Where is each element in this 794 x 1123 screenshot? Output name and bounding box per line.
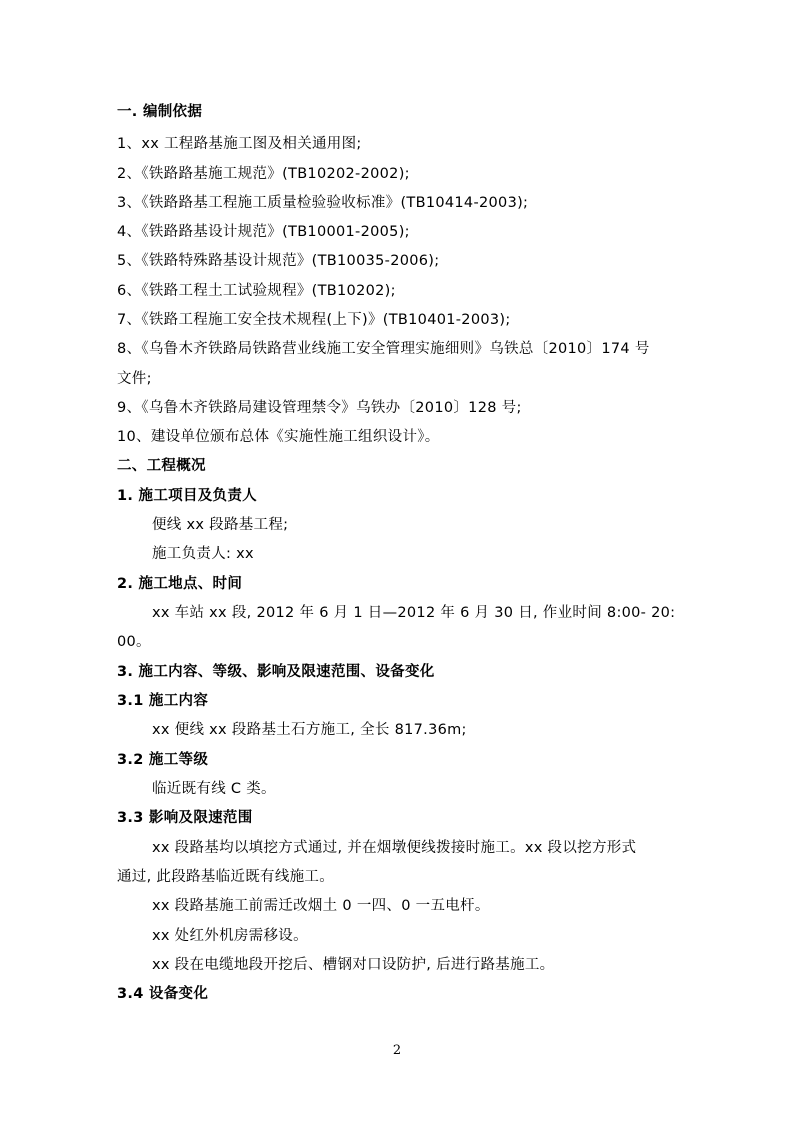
- project-name: 便线 xx 段路基工程;: [152, 517, 289, 533]
- impact-text-2: xx 段路基施工前需迁改烟土 0 一四、0 一五电杆。: [152, 898, 490, 914]
- basis-item-8-continued: 文件;: [117, 371, 152, 387]
- impact-text-4: xx 段在电缆地段开挖后、槽钢对口设防护, 后进行路基施工。: [152, 957, 555, 973]
- impact-text-1: xx 段路基均以填挖方式通过, 并在烟墩便线拨接时施工。xx 段以挖方形式: [152, 840, 637, 856]
- subheading-3-1: 3.1 施工内容: [117, 693, 209, 709]
- impact-text-1-continued: 通过, 此段路基临近既有线施工。: [117, 869, 335, 885]
- impact-text-3: xx 处红外机房需移设。: [152, 928, 308, 944]
- basis-item-8: 8、《乌鲁木齐铁路局铁路营业线施工安全管理实施细则》乌铁总〔2010〕174 号: [117, 341, 650, 357]
- section-heading-basis: 一. 编制依据: [117, 104, 203, 120]
- section-heading-overview: 二、工程概况: [117, 458, 206, 474]
- basis-item-9: 9、《乌鲁木齐铁路局建设管理禁令》乌铁办〔2010〕128 号;: [117, 400, 522, 416]
- subheading-3-3: 3.3 影响及限速范围: [117, 810, 253, 826]
- page-number: 2: [392, 1043, 402, 1058]
- subheading-3-2: 3.2 施工等级: [117, 752, 209, 768]
- project-lead: 施工负责人: xx: [152, 546, 254, 562]
- subheading-3-4: 3.4 设备变化: [117, 986, 209, 1002]
- basis-item-1: 1、xx 工程路基施工图及相关通用图;: [117, 136, 362, 152]
- content-text: xx 便线 xx 段路基土石方施工, 全长 817.36m;: [152, 722, 467, 738]
- basis-item-6: 6、《铁路工程土工试验规程》(TB10202);: [117, 283, 396, 299]
- basis-item-5: 5、《铁路特殊路基设计规范》(TB10035-2006);: [117, 253, 440, 269]
- basis-item-10: 10、建设单位颁布总体《实施性施工组织设计》。: [117, 429, 440, 445]
- location-time-text: xx 车站 xx 段, 2012 年 6 月 1 日—2012 年 6 月 30 日, 作业时间 8:00- 20:: [152, 605, 676, 621]
- subheading-content-grade: 3. 施工内容、等级、影响及限速范围、设备变化: [117, 664, 435, 680]
- subheading-location-time: 2. 施工地点、时间: [117, 576, 243, 592]
- basis-item-2: 2、《铁路路基施工规范》(TB10202-2002);: [117, 166, 410, 182]
- basis-item-7: 7、《铁路工程施工安全技术规程(上下)》(TB10401-2003);: [117, 312, 511, 328]
- location-time-text-continued: 00。: [117, 634, 151, 650]
- grade-text: 临近既有线 C 类。: [152, 781, 276, 797]
- subheading-project-lead: 1. 施工项目及负责人: [117, 488, 257, 504]
- basis-item-4: 4、《铁路路基设计规范》(TB10001-2005);: [117, 224, 410, 240]
- basis-item-3: 3、《铁路路基工程施工质量检验验收标准》(TB10414-2003);: [117, 195, 529, 211]
